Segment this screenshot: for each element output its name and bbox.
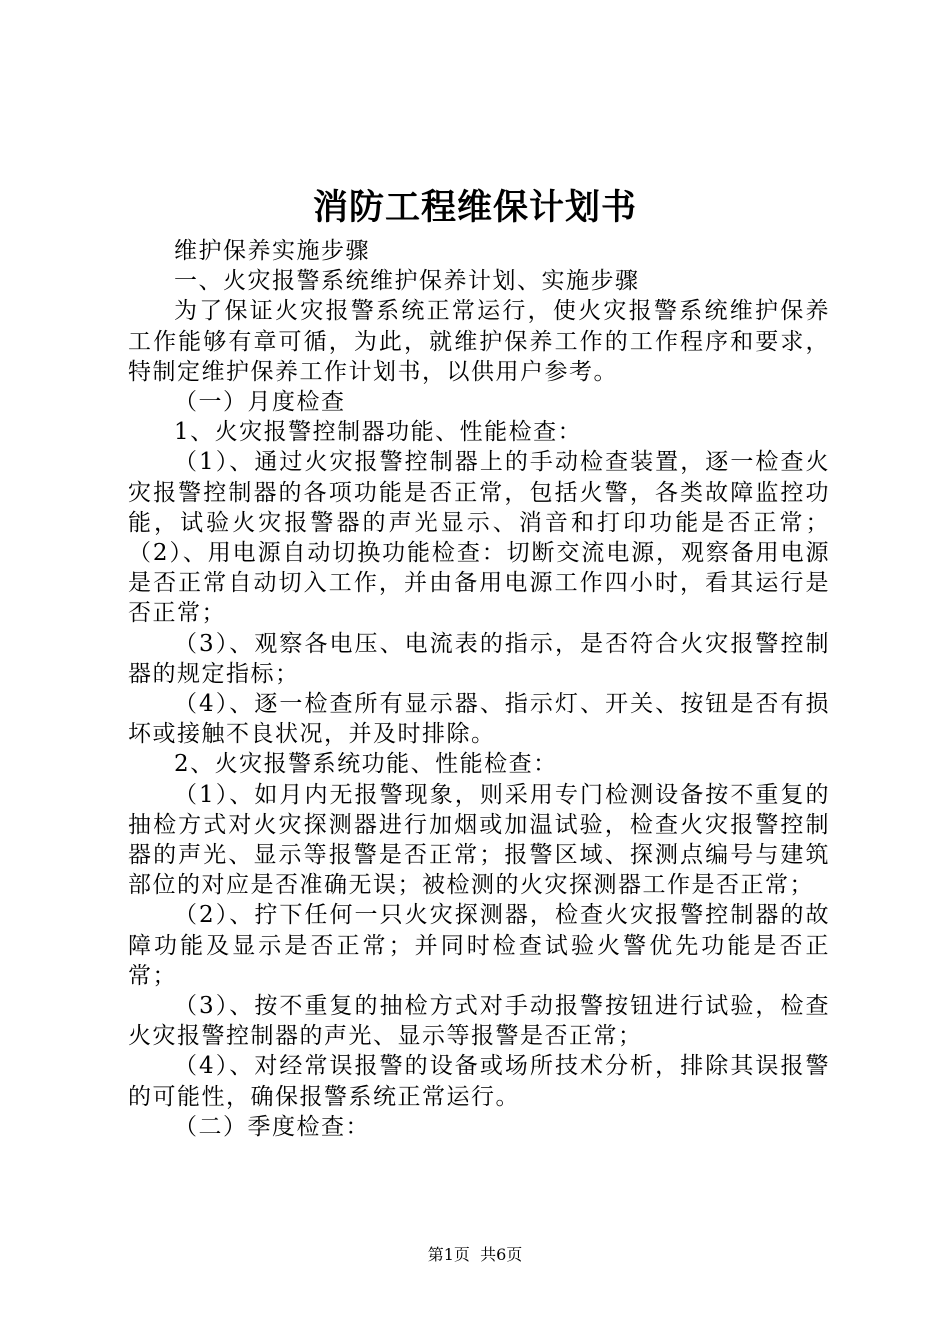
page-total: 共6页 bbox=[480, 1245, 523, 1264]
document-body bbox=[128, 236, 830, 1142]
paragraph: （3）、按不重复的抽检方式对手动报警按钮进行试验，检查火灾报警控制器的声光、显示等报警是否正常； bbox=[128, 993, 830, 1050]
section-heading: 一、火灾报警系统维护保养计划、实施步骤 bbox=[174, 268, 640, 295]
paragraph: （4）、逐一检查所有显示器、指示灯、开关、按钮是否有损坏或接触不良状况，并及时排除。 bbox=[128, 691, 830, 748]
paragraph: （1）、如月内无报警现象，则采用专门检测设备按不重复的抽检方式对火灾探测器进行加烟或加温试验，检查火灾报警控制器的声光、显示等报警是否正常；报警区域、探测点编号与建筑部位的对应是否准确无误；被检测的火灾探测器工作是否正常； bbox=[128, 781, 830, 899]
paragraph: 为了保证火灾报警系统正常运行，使火灾报警系统维护保养工作能够有章可循，为此，就维护保养工作的工作程序和要求，特制定维护保养工作计划书，以供用户参考。 bbox=[128, 298, 830, 385]
footer-separator bbox=[470, 1245, 480, 1264]
item-heading: 2、火灾报警系统功能、性能检查： bbox=[174, 751, 558, 778]
page-number: 第1页 bbox=[427, 1245, 470, 1264]
page-footer bbox=[0, 1243, 950, 1267]
document-title: 消防工程维保计划书 bbox=[312, 187, 637, 228]
subsection-heading: （二）季度检查： bbox=[174, 1113, 370, 1140]
paragraph: （3）、观察各电压、电流表的指示，是否符合火灾报警控制器的规定指标； bbox=[128, 630, 830, 687]
subsection-heading: （一）月度检查 bbox=[174, 389, 346, 416]
paragraph: 维护保养实施步骤 bbox=[174, 238, 370, 264]
paragraph: （4）、对经常误报警的设备或场所技术分析，排除其误报警的可能性，确保报警系统正常运行。 bbox=[128, 1053, 830, 1110]
item-heading: 1、火灾报警控制器功能、性能检查： bbox=[174, 419, 583, 446]
paragraph: （2）、拧下任何一只火灾探测器，检查火灾报警控制器的故障功能及显示是否正常；并同时检查试验火警优先功能是否正常； bbox=[128, 902, 830, 989]
paragraph: （1）、通过火灾报警控制器上的手动检查装置，逐一检查火灾报警控制器的各项功能是否正常，包括火警，各类故障监控功能，试验火灾报警器的声光显示、消音和打印功能是否正常；（2）、用电源自动切换功能检查：切断交流电源，观察备用电源是否正常自动切入工作，并由备用电源工作四小时，看其运行是否正常； bbox=[128, 449, 830, 627]
